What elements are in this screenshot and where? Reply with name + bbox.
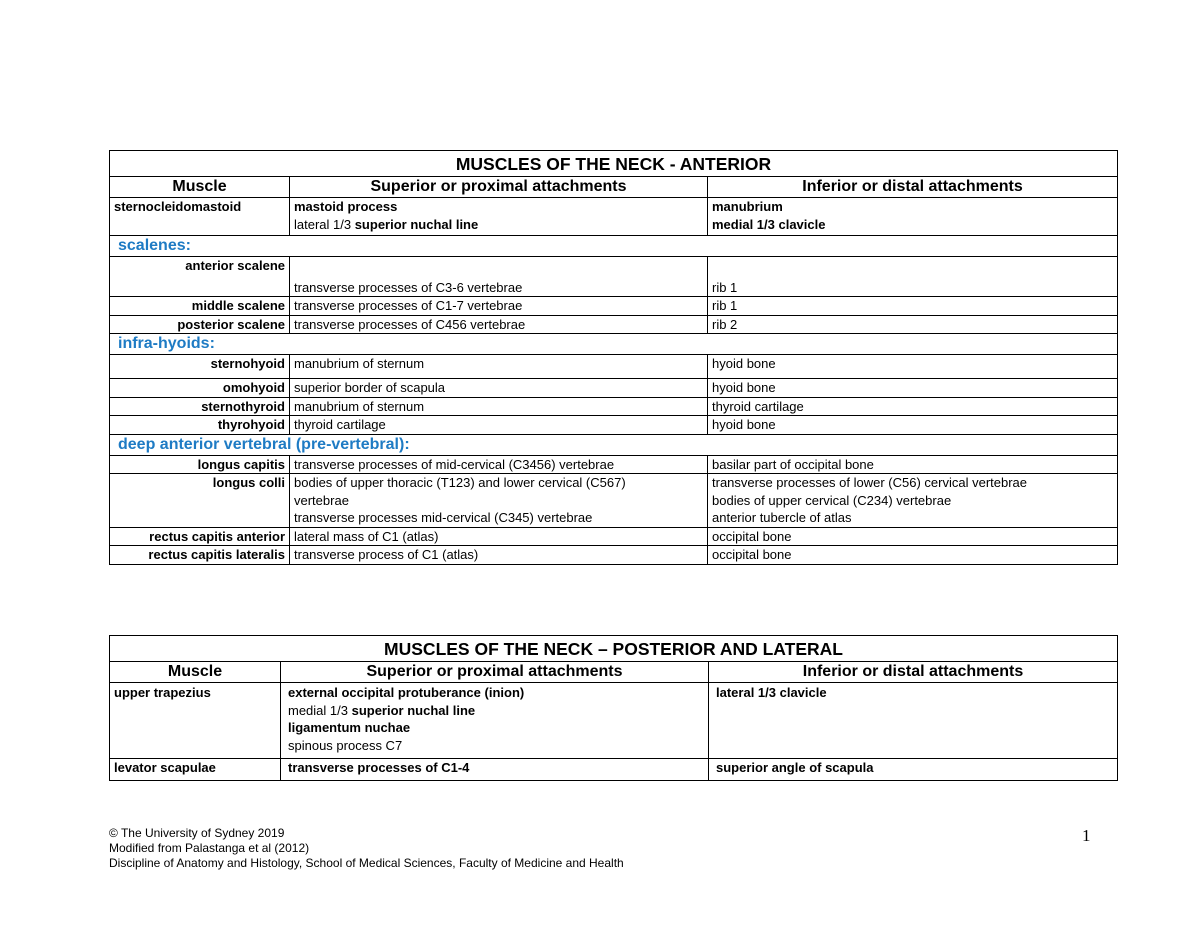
inferior-attachment: hyoid bone — [708, 416, 1118, 435]
superior-attachment: superior border of scapula — [290, 379, 708, 398]
muscle-name: longus capitis — [110, 455, 290, 474]
anterior-muscles-table — [109, 150, 1118, 565]
muscle-name: sternothyroid — [110, 397, 290, 416]
inferior-attachment: transverse processes of lower (C56) cervical vertebrae bodies of upper cervical (C234) vertebrae anterior tubercle of atlas — [708, 474, 1118, 528]
table-row — [110, 683, 1118, 759]
muscle-name: sternohyoid — [110, 355, 290, 379]
col-header-inferior: Inferior or distal attachments — [709, 662, 1118, 683]
muscle-name: middle scalene — [110, 297, 290, 316]
superior-attachment: transverse processes of C1-7 vertebrae — [290, 297, 708, 316]
superior-attachment: lateral mass of C1 (atlas) — [290, 527, 708, 546]
group-heading-scalenes: scalenes: — [110, 236, 1118, 257]
col-header-superior: Superior or proximal attachments — [290, 177, 708, 198]
superior-attachment: transverse processes of C3-6 vertebrae — [290, 257, 708, 297]
posterior-muscles-table — [109, 635, 1118, 781]
superior-attachment: external occipital protuberance (inion) medial 1/3 superior nuchal line ligamentum nuchae spinous process C7 — [281, 683, 709, 759]
col-header-inferior: Inferior or distal attachments — [708, 177, 1118, 198]
table-row — [110, 315, 1118, 334]
posterior-table-title: MUSCLES OF THE NECK – POSTERIOR AND LATERAL — [110, 636, 1118, 662]
inferior-attachment: hyoid bone — [708, 379, 1118, 398]
inferior-attachment: manubrium medial 1/3 clavicle — [708, 198, 1118, 236]
table-row — [110, 355, 1118, 379]
table-row — [110, 455, 1118, 474]
muscle-name: anterior scalene — [110, 257, 290, 297]
muscle-name: upper trapezius — [110, 683, 281, 759]
inferior-attachment: occipital bone — [708, 527, 1118, 546]
inferior-attachment: basilar part of occipital bone — [708, 455, 1118, 474]
anterior-table-title: MUSCLES OF THE NECK - ANTERIOR — [110, 151, 1118, 177]
inferior-attachment: rib 1 — [708, 297, 1118, 316]
inferior-attachment: superior angle of scapula — [709, 759, 1118, 781]
superior-attachment: mastoid process lateral 1/3 superior nuchal line — [290, 198, 708, 236]
col-header-muscle: Muscle — [110, 177, 290, 198]
table-row — [110, 474, 1118, 528]
muscle-name: thyrohyoid — [110, 416, 290, 435]
superior-attachment: transverse processes of C456 vertebrae — [290, 315, 708, 334]
muscle-name: sternocleidomastoid — [110, 198, 290, 236]
table-row — [110, 257, 1118, 297]
table-row — [110, 546, 1118, 565]
col-header-superior: Superior or proximal attachments — [281, 662, 709, 683]
table-row — [110, 379, 1118, 398]
inferior-attachment: occipital bone — [708, 546, 1118, 565]
superior-attachment: bodies of upper thoracic (T123) and lower cervical (C567) vertebrae transverse processes mid-cervical (C345) vertebrae — [290, 474, 708, 528]
source-text: Modified from Palastanga et al (2012) — [109, 841, 310, 855]
table-row — [110, 397, 1118, 416]
muscle-name: longus colli — [110, 474, 290, 528]
discipline-text: Discipline of Anatomy and Histology, School of Medical Sciences, Faculty of Medicine and Health — [109, 856, 624, 870]
superior-attachment: manubrium of sternum — [290, 355, 708, 379]
table-row — [110, 416, 1118, 435]
inferior-attachment: thyroid cartilage — [708, 397, 1118, 416]
inferior-attachment: rib 2 — [708, 315, 1118, 334]
superior-attachment: transverse processes of mid-cervical (C3456) vertebrae — [290, 455, 708, 474]
table-row — [110, 527, 1118, 546]
inferior-attachment: rib 1 — [708, 257, 1118, 297]
table-row — [110, 198, 1118, 236]
muscle-name: omohyoid — [110, 379, 290, 398]
muscle-name: posterior scalene — [110, 315, 290, 334]
superior-attachment: transverse processes of C1-4 — [281, 759, 709, 781]
superior-attachment: manubrium of sternum — [290, 397, 708, 416]
inferior-attachment: lateral 1/3 clavicle — [709, 683, 1118, 759]
group-heading-infrahyoids: infra-hyoids: — [110, 334, 1118, 355]
superior-attachment: transverse process of C1 (atlas) — [290, 546, 708, 565]
copyright-text: © The University of Sydney 2019 — [109, 826, 285, 840]
muscle-name: rectus capitis anterior — [110, 527, 290, 546]
superior-attachment: thyroid cartilage — [290, 416, 708, 435]
muscle-name: levator scapulae — [110, 759, 281, 781]
group-heading-deep-anterior: deep anterior vertebral (pre-vertebral): — [110, 434, 1118, 455]
table-row — [110, 297, 1118, 316]
inferior-attachment: hyoid bone — [708, 355, 1118, 379]
muscle-name: rectus capitis lateralis — [110, 546, 290, 565]
page-footer — [109, 826, 624, 871]
table-row — [110, 759, 1118, 781]
col-header-muscle: Muscle — [110, 662, 281, 683]
page-number: 1 — [1082, 826, 1091, 845]
